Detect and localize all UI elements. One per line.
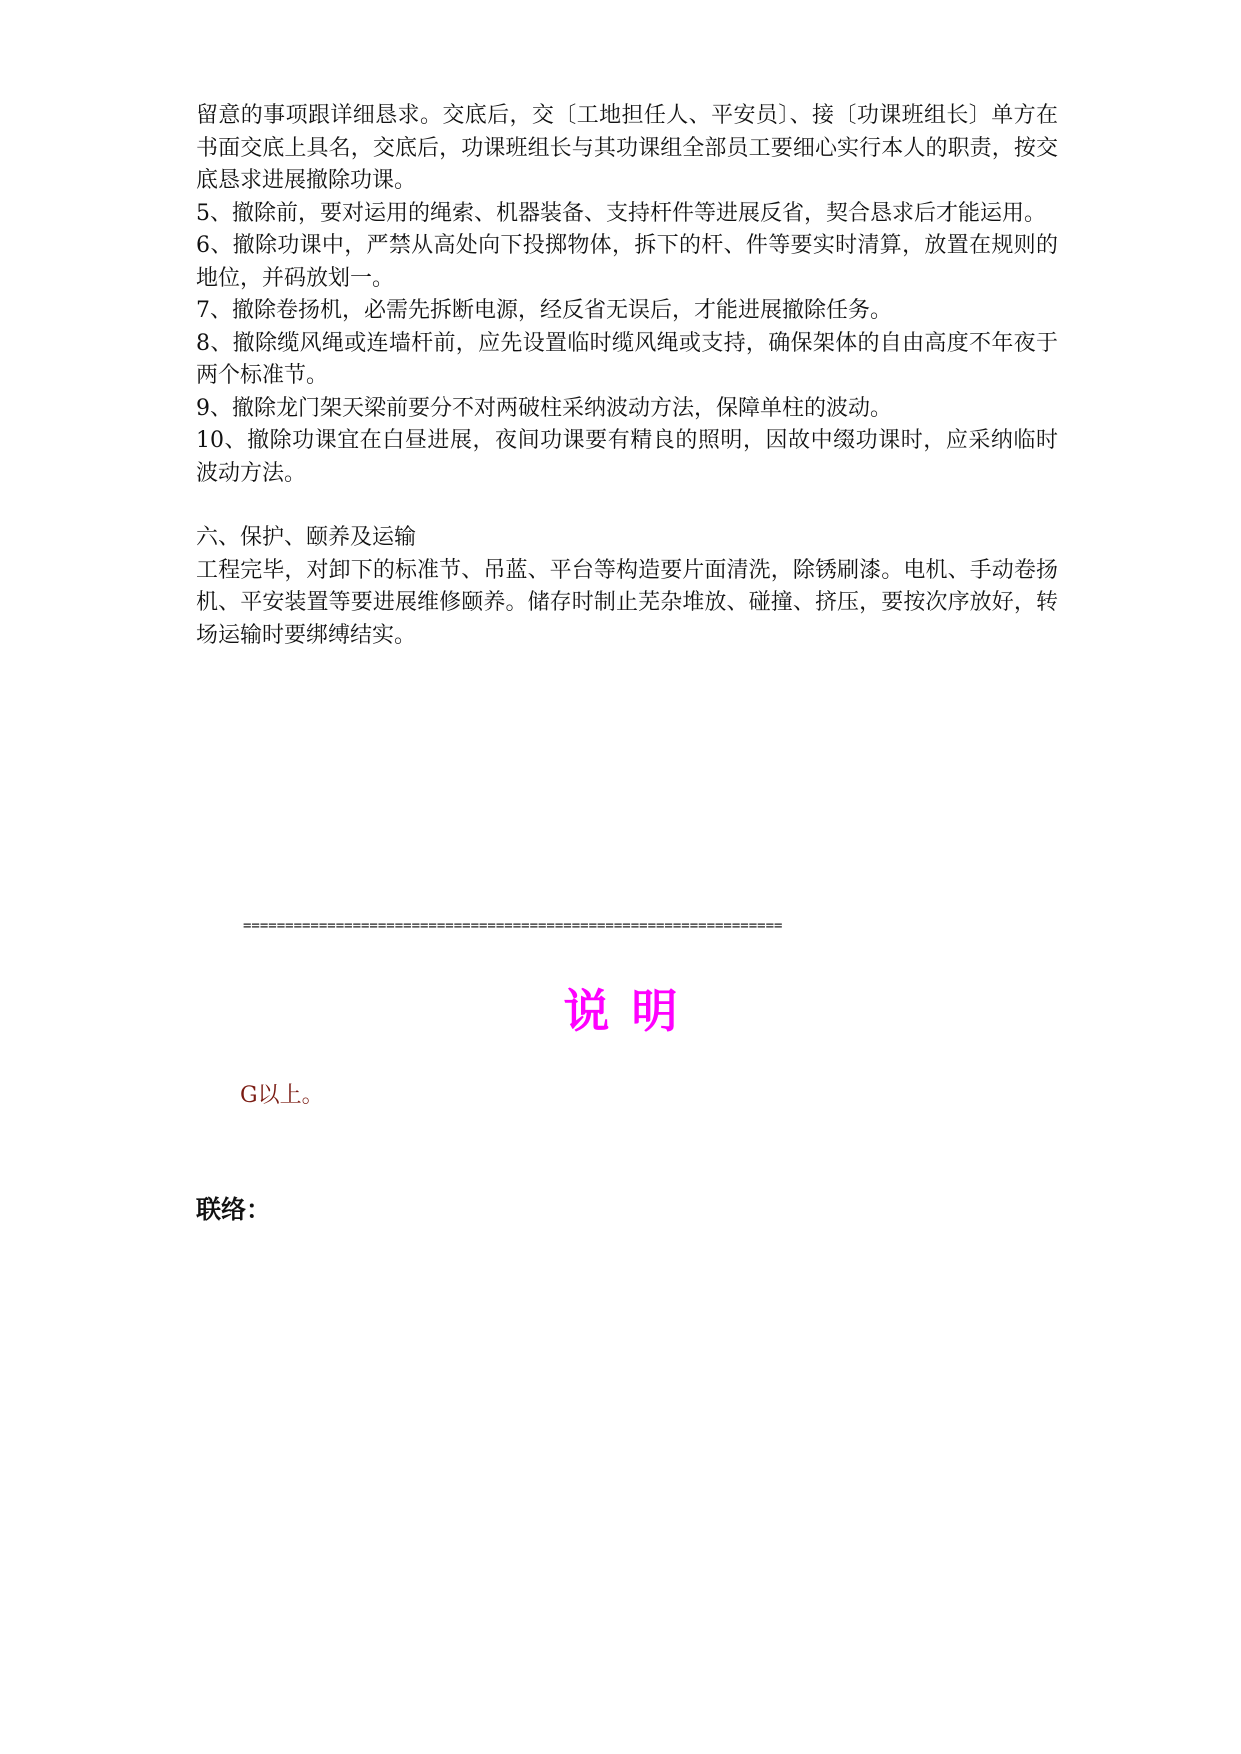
section-body: 工程完毕，对卸下的标准节、吊蓝、平台等构造要片面清洗，除锈刷漆。电机、手动卷扬机、平安装置等要进展维修颐养。储存时制止芜杂堆放、碰撞、挤压，要按次序放好，转场运输时要绑缚结实。: [196, 557, 1058, 648]
document-body: [196, 100, 1058, 652]
paragraph-item-7: 7、撤除卷扬机，必需先拆断电源，经反省无误后，才能进展撤除任务。: [196, 298, 892, 323]
divider-line: ================================================================: [243, 918, 783, 934]
paragraph-item-5: 5、撤除前，要对运用的绳索、机器装备、支持杆件等进展反省，契合恳求后才能运用。: [196, 200, 1046, 226]
paragraph-item-10: 10、撤除功课宜在白昼进展，夜间功课要有精良的照明，因故中缀功课时，应采纳临时波动方法。: [196, 428, 1058, 486]
paragraph-item-8: 8、撤除缆风绳或连墙杆前，应先设置临时缆风绳或支持，确保架体的自由高度不年夜于两个标准节。: [196, 330, 1058, 388]
paragraph-item-6: 6、撤除功课中，严禁从高处向下投掷物体，拆下的杆、件等要实时清算，放置在规则的地位，并码放划一。: [196, 233, 1058, 291]
contact-label: 联络：: [196, 1195, 272, 1224]
section-title: 六、保护、颐养及运输: [196, 525, 417, 550]
notice-title: 说明: [563, 984, 700, 1038]
notice-body: G以上。: [240, 1083, 324, 1108]
paragraph-item-9: 9、撤除龙门架天梁前要分不对两破柱采纳波动方法，保障单柱的波动。: [196, 395, 892, 421]
paragraph-spacer: [196, 490, 1058, 522]
paragraph-intro: 留意的事项跟详细恳求。交底后，交〔工地担任人、平安员〕、接〔功课班组长〕单方在书面交底上具名，交底后，功课班组长与其功课组全部员工要细心实行本人的职责，按交底恳求进展撤除功课。: [196, 103, 1058, 193]
